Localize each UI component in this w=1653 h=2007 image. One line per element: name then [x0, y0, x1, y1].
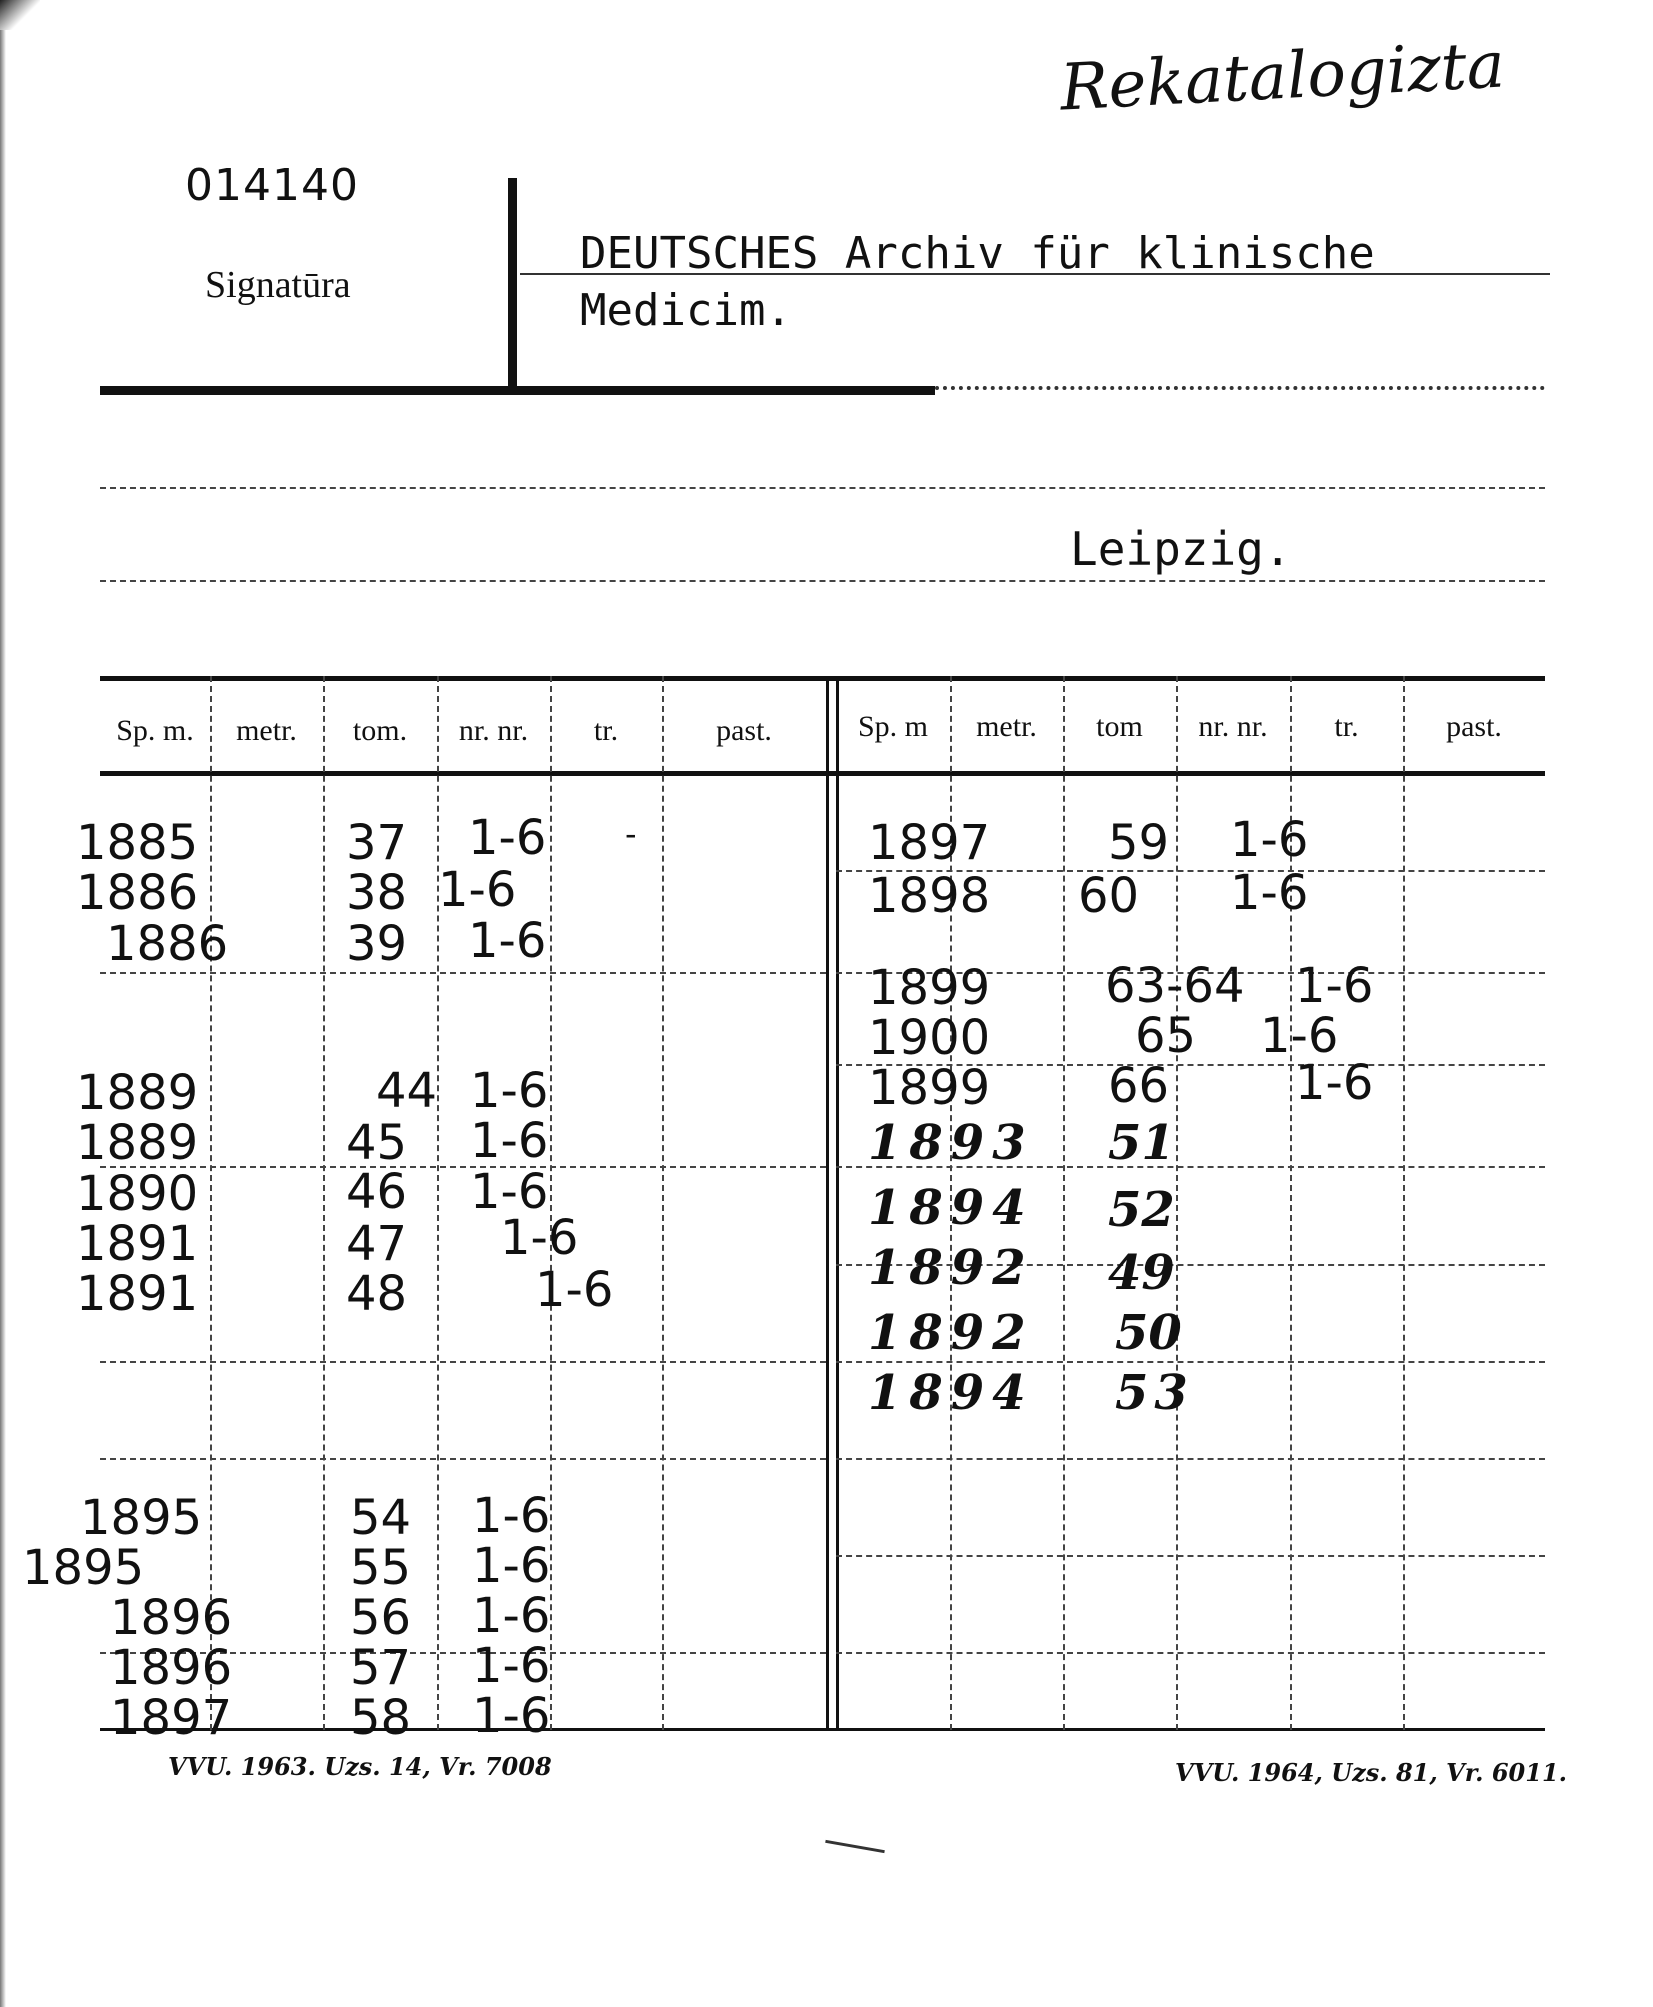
- issues-cell: 1-6: [535, 1262, 614, 1318]
- header-past: past.: [1446, 710, 1502, 743]
- title-line-1: DEUTSCHES Archiv für klinische: [580, 228, 1375, 279]
- year-cell: 1892: [868, 1305, 1034, 1361]
- year-cell: 1896: [110, 1590, 233, 1646]
- column-line: [1403, 676, 1405, 1730]
- year-cell: 1899: [868, 960, 991, 1016]
- year-cell: 1886: [106, 916, 229, 972]
- header-tom: tom.: [352, 714, 408, 747]
- column-line: [323, 676, 325, 1730]
- year-cell: 1896: [110, 1640, 233, 1696]
- issues-cell: 1-6: [470, 1063, 549, 1119]
- title-line-2: Medicim.: [580, 285, 792, 336]
- column-line: [210, 676, 212, 1730]
- row-separator: [836, 1652, 1545, 1654]
- volume-cell: 63-64: [1105, 958, 1245, 1014]
- volume-cell: 48: [346, 1266, 408, 1322]
- row-separator: [100, 972, 826, 974]
- header-rule-dotted: [935, 386, 1545, 390]
- issues-cell: 1-6: [1295, 958, 1374, 1014]
- year-cell: 1885: [76, 815, 199, 871]
- volume-cell: 45: [346, 1115, 408, 1171]
- year-cell: 1898: [868, 868, 991, 924]
- year-cell: 1891: [76, 1216, 199, 1272]
- year-cell: 1891: [76, 1266, 199, 1322]
- row-separator: [836, 1555, 1545, 1557]
- issues-cell: 1-6: [500, 1210, 579, 1266]
- issues-cell: 1-6: [472, 1538, 551, 1594]
- title-rule: [520, 273, 1550, 275]
- volume-cell: 37: [346, 815, 408, 871]
- row-separator: [836, 1458, 1545, 1460]
- row-separator: [100, 1458, 826, 1460]
- column-divider: [826, 676, 829, 1730]
- scan-corner-shadow: [0, 0, 40, 30]
- issues-cell: 1-6: [1260, 1008, 1339, 1064]
- header-nr: nr. nr.: [1198, 710, 1268, 743]
- tr-cell: -: [625, 815, 637, 853]
- issues-cell: 1-6: [1295, 1055, 1374, 1111]
- header-sp-m: Sp. m: [857, 710, 929, 743]
- volume-cell: 50: [1115, 1305, 1182, 1361]
- year-cell: 1892: [868, 1240, 1034, 1296]
- ruled-line: [100, 580, 1545, 582]
- table-header-rule: [100, 771, 1545, 776]
- ruled-line: [100, 487, 1545, 489]
- header-tom: tom: [1096, 710, 1143, 743]
- year-cell: 1890: [76, 1166, 199, 1222]
- volume-cell: 60: [1078, 868, 1140, 924]
- volume-cell: 47: [346, 1216, 408, 1272]
- footer-stamp-left: VVU. 1963. Uzs. 14, Vr. 7008: [168, 1752, 552, 1781]
- volume-cell: 55: [350, 1540, 412, 1596]
- volume-cell: 54: [350, 1490, 412, 1546]
- header-metr: metr.: [976, 710, 1037, 743]
- issues-cell: 1-6: [1230, 865, 1309, 921]
- volume-cell: 53: [1115, 1365, 1194, 1421]
- issues-cell: 1-6: [472, 1588, 551, 1644]
- header-sp-m: Sp. m.: [116, 714, 194, 747]
- issues-cell: 1-6: [470, 1113, 549, 1169]
- volume-cell: 38: [346, 865, 408, 921]
- column-line: [437, 676, 439, 1730]
- table-bottom-rule: [100, 1728, 1545, 1731]
- volume-cell: 59: [1108, 815, 1170, 871]
- volume-cell: 57: [350, 1640, 412, 1696]
- row-separator: [100, 1361, 826, 1363]
- handwritten-note: Rekatalogizta: [1058, 28, 1507, 126]
- table-top-rule: [100, 676, 1545, 681]
- year-cell: 1897: [868, 815, 991, 871]
- year-cell: 1894: [868, 1365, 1034, 1421]
- place: Leipzig.: [1070, 522, 1292, 576]
- volume-cell: 66: [1108, 1058, 1170, 1114]
- header-metr: metr.: [236, 714, 297, 747]
- year-cell: 1895: [80, 1490, 203, 1546]
- signature-label: Signatūra: [205, 264, 351, 306]
- row-separator: [836, 1361, 1545, 1363]
- column-line: [1176, 676, 1178, 1730]
- volume-cell: 58: [350, 1690, 412, 1746]
- volume-cell: 49: [1108, 1245, 1175, 1301]
- issues-cell: 1-6: [472, 1638, 551, 1694]
- issues-cell: 1-6: [470, 1164, 549, 1220]
- column-line: [662, 676, 664, 1730]
- year-cell: 1900: [868, 1010, 991, 1066]
- header-nr: nr. nr.: [458, 714, 529, 747]
- issues-cell: 1-6: [1230, 812, 1309, 868]
- header-rule-thick: [100, 386, 935, 395]
- issues-cell: 1-6: [472, 1688, 551, 1744]
- pencil-mark: [825, 1840, 885, 1853]
- volume-cell: 51: [1108, 1115, 1175, 1171]
- volume-cell: 52: [1108, 1182, 1175, 1238]
- header-tr: tr.: [1334, 710, 1359, 743]
- volume-cell: 56: [350, 1590, 412, 1646]
- column-divider: [836, 676, 839, 1730]
- year-cell: 1889: [76, 1115, 199, 1171]
- issues-cell: 1-6: [472, 1488, 551, 1544]
- row-separator: [100, 1166, 826, 1168]
- year-cell: 1894: [868, 1180, 1034, 1236]
- footer-stamp-right: VVU. 1964, Uzs. 81, Vr. 6011.: [1175, 1758, 1568, 1787]
- year-cell: 1889: [76, 1065, 199, 1121]
- header-tr: tr.: [593, 714, 619, 747]
- volume-cell: 44: [376, 1063, 438, 1119]
- year-cell: 1897: [110, 1690, 233, 1746]
- scan-edge: [0, 0, 6, 2007]
- issues-cell: 1-6: [468, 913, 547, 969]
- issues-cell: 1-6: [438, 862, 517, 918]
- volume-cell: 46: [346, 1164, 408, 1220]
- year-cell: 1886: [76, 865, 199, 921]
- column-line: [1063, 676, 1065, 1730]
- header-past: past.: [716, 714, 772, 747]
- volume-cell: 39: [346, 916, 408, 972]
- signature-number: 014140: [185, 160, 359, 211]
- header-divider: [508, 178, 517, 388]
- year-cell: 1893: [868, 1115, 1034, 1171]
- volume-cell: 65: [1135, 1008, 1197, 1064]
- issues-cell: 1-6: [468, 810, 547, 866]
- year-cell: 1899: [868, 1060, 991, 1116]
- year-cell: 1895: [22, 1540, 145, 1596]
